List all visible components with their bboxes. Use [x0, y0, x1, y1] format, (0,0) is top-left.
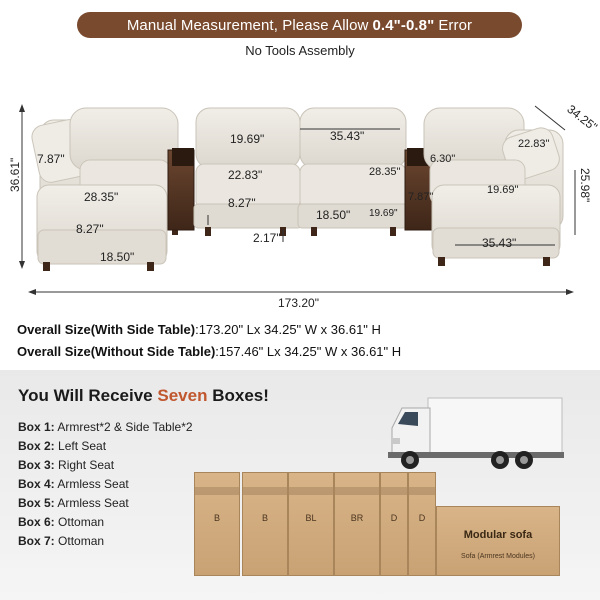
overall-with-value: :173.20" Lx 34.25" W x 36.61" H	[195, 322, 381, 337]
list-item: Box 5: Armless Seat	[18, 496, 129, 510]
sofa-diagram	[0, 60, 600, 310]
left-side-table	[168, 148, 194, 230]
banner-suffix: Error	[438, 16, 473, 34]
dim-seat-height: 8.27"	[228, 196, 256, 210]
dim-left-chaise-depth: 28.35"	[84, 190, 119, 204]
dim-width-total: 173.20"	[278, 296, 319, 310]
receive-heading	[18, 386, 269, 406]
truck-icon	[388, 394, 566, 470]
overall-with-label: Overall Size(With Side Table)	[17, 322, 196, 337]
list-item: Box 1: Armrest*2 & Side Table*2	[18, 420, 193, 434]
dim-right-total-height: 25.98"	[578, 168, 592, 203]
receive-accent: Seven	[157, 386, 208, 405]
overall-size-with-table	[17, 322, 381, 337]
overall-without-value: :157.46" Lx 34.25" W x 36.61" H	[215, 344, 402, 359]
package-section	[0, 370, 600, 600]
dim-back-height: 19.69"	[230, 132, 265, 146]
dim-leg-height: 2.17"	[253, 231, 281, 245]
list-item: Box 6: Ottoman	[18, 515, 105, 529]
dim-left-chaise-height: 8.27"	[76, 222, 104, 236]
list-item: Box 7: Ottoman	[18, 534, 105, 548]
list-item: Box 4: Armless Seat	[18, 477, 129, 491]
dim-right-armrest: 7.87"	[408, 191, 434, 203]
cartons-group	[190, 470, 562, 580]
overall-without-label: Overall Size(Without Side Table)	[17, 344, 216, 359]
carton-6: D	[408, 472, 436, 576]
carton-1: B	[194, 472, 240, 576]
carton-3: BL	[288, 472, 334, 576]
dim-right-seat-height: 19.69"	[487, 184, 519, 196]
dim-center-seat-depth: 18.50"	[316, 208, 351, 222]
carton-4: BR	[334, 472, 380, 576]
dim-left-ottoman-width: 18.50"	[100, 250, 135, 264]
list-item: Box 3: Right Seat	[18, 458, 115, 472]
carton-modular-sofa: Modular sofa Sofa (Armrest Modules)	[436, 506, 560, 576]
list-item: Box 2: Left Seat	[18, 439, 107, 453]
assembly-subtitle: No Tools Assembly	[245, 43, 355, 58]
error-banner	[77, 12, 522, 38]
dim-seat-depth: 22.83"	[228, 168, 263, 182]
dim-right-seat-depth: 22.83"	[518, 138, 550, 150]
dim-depth-total: 34.25"	[564, 102, 600, 135]
dim-side-table-width: 6.30"	[430, 153, 456, 165]
carton-2: B	[242, 472, 288, 576]
overall-size-without-table	[17, 344, 401, 359]
receive-prefix: You Will Receive	[18, 386, 153, 405]
dim-center-seat-height: 19.69"	[369, 208, 398, 219]
banner-prefix: Manual Measurement, Please Allow	[126, 16, 369, 34]
dim-height-total: 36.61"	[8, 157, 22, 192]
dim-right-ottoman-width: 35.43"	[482, 236, 517, 250]
dim-side-table-depth: 28.35"	[369, 166, 401, 178]
dim-seat-width: 35.43"	[330, 129, 365, 143]
banner-range: 0.4"-0.8"	[372, 16, 435, 34]
carton-5: D	[380, 472, 408, 576]
receive-suffix: Boxes!	[212, 386, 269, 405]
box-list	[18, 418, 193, 551]
dim-armrest-width: 7.87"	[37, 152, 65, 166]
